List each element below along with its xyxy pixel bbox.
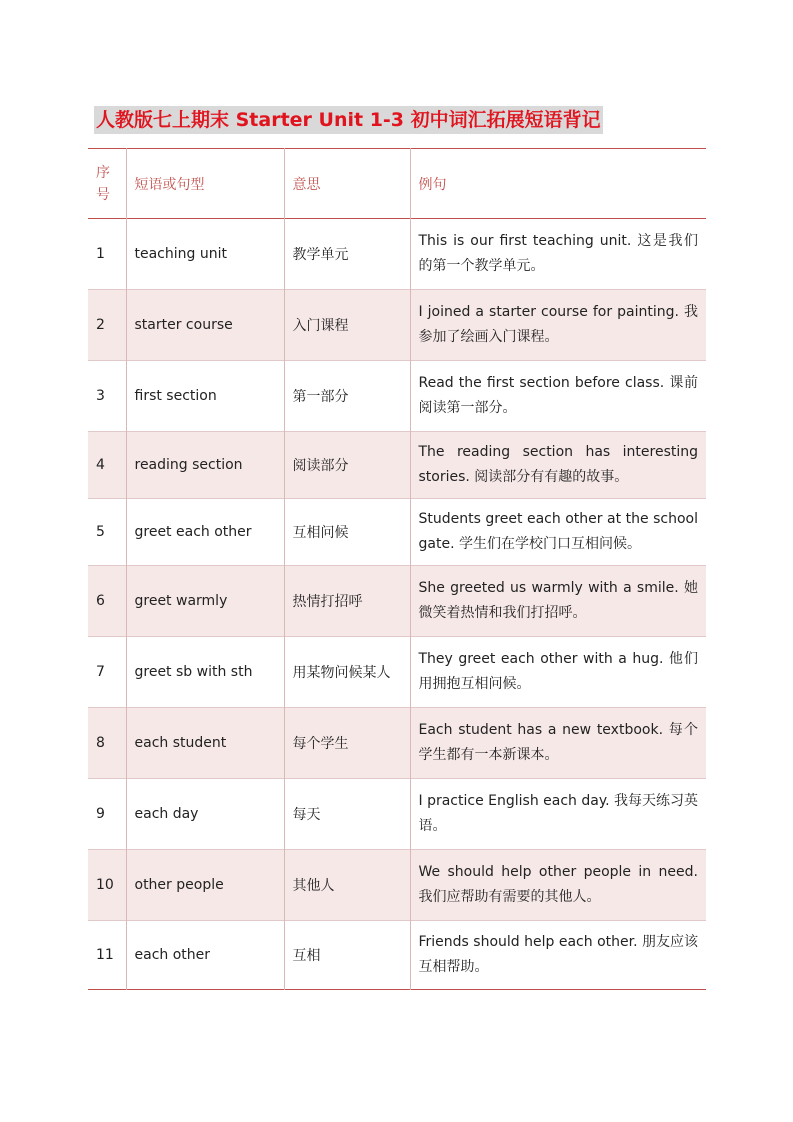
row-phrase: greet sb with sth	[126, 637, 284, 708]
table-row	[88, 921, 706, 990]
table-row	[88, 779, 706, 850]
row-meaning: 入门课程	[284, 290, 410, 361]
row-meaning: 其他人	[284, 850, 410, 921]
row-phrase: other people	[126, 850, 284, 921]
row-phrase: each other	[126, 921, 284, 990]
row-meaning: 用某物问候某人	[284, 637, 410, 708]
row-meaning: 每天	[284, 779, 410, 850]
table-row	[88, 566, 706, 637]
vocabulary-table	[88, 148, 706, 990]
header-meaning: 意思	[284, 149, 410, 219]
table-body	[88, 219, 706, 990]
table-row	[88, 361, 706, 432]
row-example: Friends should help each other. 朋友应该互相帮助。	[410, 921, 706, 990]
row-number: 7	[96, 664, 105, 680]
document-title: 人教版七上期末 Starter Unit 1-3 初中词汇拓展短语背记	[94, 106, 603, 134]
row-phrase: reading section	[126, 432, 284, 499]
row-example: The reading section has interesting stories. 阅读部分有有趣的故事。	[410, 432, 706, 499]
row-meaning: 热情打招呼	[284, 566, 410, 637]
row-example: We should help other people in need. 我们应帮助有需要的其他人。	[410, 850, 706, 921]
row-phrase: each day	[126, 779, 284, 850]
title-wrapper	[94, 106, 603, 134]
row-meaning: 互相	[284, 921, 410, 990]
row-example: They greet each other with a hug. 他们用拥抱互相问候。	[410, 637, 706, 708]
row-number: 8	[96, 735, 105, 751]
row-number: 6	[96, 593, 105, 609]
header-example: 例句	[410, 149, 706, 219]
header-number	[88, 149, 126, 219]
row-example: Read the first section before class. 课前阅读第一部分。	[410, 361, 706, 432]
row-number: 5	[96, 524, 105, 540]
row-example: I practice English each day. 我每天练习英语。	[410, 779, 706, 850]
table-row	[88, 637, 706, 708]
row-meaning: 阅读部分	[284, 432, 410, 499]
row-phrase: first section	[126, 361, 284, 432]
row-example: Each student has a new textbook. 每个学生都有一本新课本。	[410, 708, 706, 779]
row-number: 9	[96, 806, 105, 822]
row-meaning: 第一部分	[284, 361, 410, 432]
row-example: She greeted us warmly with a smile. 她微笑着热情和我们打招呼。	[410, 566, 706, 637]
row-phrase: greet warmly	[126, 566, 284, 637]
table-row	[88, 708, 706, 779]
row-example: Students greet each other at the school gate. 学生们在学校门口互相问候。	[410, 499, 706, 566]
row-number: 2	[96, 317, 105, 333]
row-number: 4	[96, 457, 105, 473]
row-number: 3	[96, 388, 105, 404]
row-meaning: 每个学生	[284, 708, 410, 779]
header-number-label: 序号	[96, 164, 110, 203]
row-number: 10	[96, 877, 114, 893]
table-row	[88, 290, 706, 361]
table-row	[88, 432, 706, 499]
table-header-row	[88, 149, 706, 219]
row-number: 1	[96, 246, 105, 262]
row-example: This is our first teaching unit. 这是我们的第一个教学单元。	[410, 219, 706, 290]
header-phrase: 短语或句型	[126, 149, 284, 219]
row-phrase: greet each other	[126, 499, 284, 566]
row-example: I joined a starter course for painting. 我参加了绘画入门课程。	[410, 290, 706, 361]
table-row	[88, 850, 706, 921]
row-phrase: each student	[126, 708, 284, 779]
table-row	[88, 219, 706, 290]
table-row	[88, 499, 706, 566]
row-number: 11	[96, 947, 114, 963]
row-phrase: starter course	[126, 290, 284, 361]
row-phrase: teaching unit	[126, 219, 284, 290]
row-meaning: 教学单元	[284, 219, 410, 290]
row-meaning: 互相问候	[284, 499, 410, 566]
